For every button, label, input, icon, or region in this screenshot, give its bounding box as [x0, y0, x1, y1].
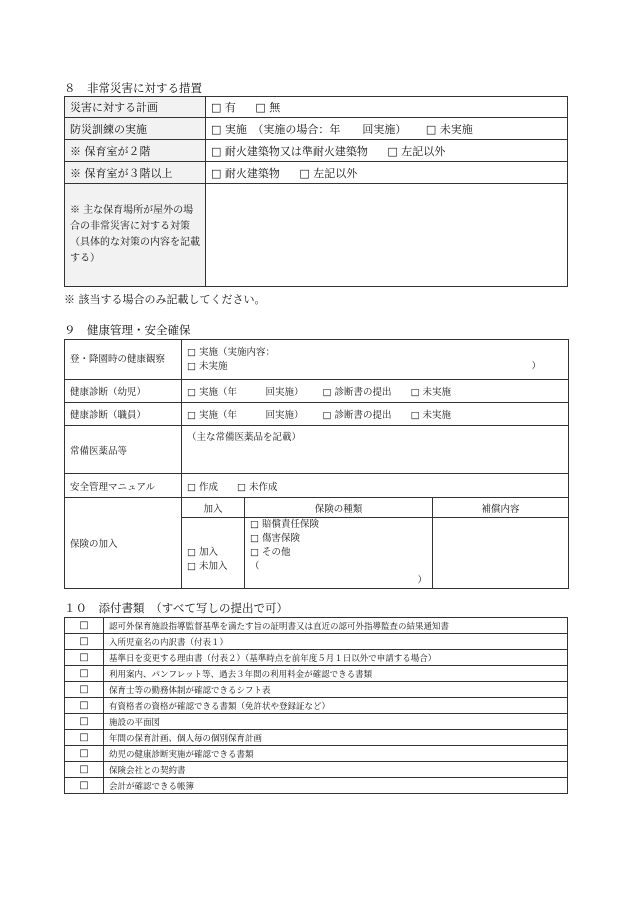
attendance-label: 登・降園時の健康観察: [65, 340, 182, 380]
manual-label: 安全管理マニュアル: [65, 474, 182, 498]
attachment-label: 年間の保育計画、個人毎の個別保育計画: [104, 730, 568, 746]
attachment-row: [65, 746, 568, 762]
plan-options: [206, 97, 568, 118]
ins-coverage-header: 補償内容: [433, 498, 569, 518]
ins-type-options: [245, 518, 433, 589]
attendance-not-done-checkbox[interactable]: □ 未実施: [187, 360, 228, 372]
ins-other-close-paren: ）: [417, 575, 427, 586]
drill-label: 防災訓練の実施: [65, 118, 206, 140]
drill-not-done-checkbox[interactable]: □ 未実施: [425, 122, 473, 136]
floor3-fireproof-checkbox[interactable]: □ 耐火建築物: [211, 166, 280, 180]
medicine-field[interactable]: [182, 426, 569, 474]
attachment-checkbox[interactable]: □: [65, 714, 104, 730]
floor2-options: [206, 140, 568, 162]
insurance-label: 保険の加入: [65, 498, 182, 589]
attachment-checkbox[interactable]: □: [65, 698, 104, 714]
plan-no-checkbox[interactable]: □ 無: [255, 101, 281, 114]
section-10-title: １０ 添付書類 （すべて写しの提出で可）: [64, 601, 289, 615]
manual-not-created-checkbox[interactable]: □ 未作成: [237, 481, 278, 493]
child-exam-certificate-checkbox[interactable]: □ 診断書の提出: [322, 387, 392, 398]
child-exam-label: 健康診断（幼児）: [65, 380, 182, 403]
attachment-checkbox[interactable]: □: [65, 634, 104, 650]
ins-accident-checkbox[interactable]: □ 傷害保険: [250, 533, 300, 544]
attachment-checkbox[interactable]: □: [65, 730, 104, 746]
attachments-table: [64, 617, 568, 794]
drill-options: [206, 118, 568, 140]
attachment-label: 認可外保育施設指導監督基準を満たす旨の証明書又は直近の認可外指導監査の結果通知書: [104, 618, 568, 634]
attachment-row: [65, 634, 568, 650]
staff-exam-not-done-checkbox[interactable]: □ 未実施: [410, 410, 452, 421]
drill-done-checkbox[interactable]: □ 実施 （実施の場合：年 回実施）: [211, 122, 407, 136]
ins-join-options: [182, 518, 245, 589]
staff-exam-done-checkbox[interactable]: □ 実施（年 回実施）: [187, 410, 304, 421]
attachment-row: [65, 618, 568, 634]
attendance-done-checkbox[interactable]: □ 実施（実施内容：: [187, 346, 275, 358]
attendance-options: [182, 340, 569, 380]
ins-other-checkbox[interactable]: □ その他: [250, 547, 291, 558]
attachment-label: 基準日を変更する理由書（付表２）（基準時点を前年度５月１日以外で申請する場合）: [104, 650, 568, 666]
ins-liability-checkbox[interactable]: □ 賠償責任保険: [250, 519, 319, 530]
attachment-label: 利用案内、パンフレット等、過去３年間の利用料金が確認できる書類: [104, 666, 568, 682]
attachment-checkbox[interactable]: □: [65, 778, 104, 794]
medicine-label: 常備医薬品等: [65, 426, 182, 474]
medicine-note: （主な常備医薬品を記載）: [187, 432, 302, 443]
ins-not-joined-checkbox[interactable]: □ 未加入: [187, 561, 228, 572]
attachment-label: 施設の平面図: [104, 714, 568, 730]
attachment-label: 入所児童名の内訳書（付表１）: [104, 634, 568, 650]
attachment-label: 会計が確認できる帳簿: [104, 778, 568, 794]
ins-coverage-field[interactable]: [433, 518, 569, 589]
attachment-row: [65, 730, 568, 746]
floor3-options: [206, 162, 568, 184]
staff-exam-label: 健康診断（職員）: [65, 403, 182, 426]
floor3-label: ※ 保育室が３階以上: [65, 162, 206, 184]
attachment-row: [65, 778, 568, 794]
plan-yes-checkbox[interactable]: □ 有: [211, 101, 236, 114]
attachment-checkbox[interactable]: □: [65, 618, 104, 634]
attachment-checkbox[interactable]: □: [65, 682, 104, 698]
attachment-row: [65, 714, 568, 730]
attachment-row: [65, 666, 568, 682]
child-exam-not-done-checkbox[interactable]: □ 未実施: [410, 387, 452, 398]
floor2-fireproof-checkbox[interactable]: □ 耐火建築物又は準耐火建築物: [211, 144, 368, 158]
ins-other-open-paren: （: [250, 561, 260, 572]
manual-options: [182, 474, 569, 498]
floor3-other-checkbox[interactable]: □ 左記以外: [299, 166, 358, 180]
attachment-checkbox[interactable]: □: [65, 746, 104, 762]
ins-type-header: 保険の種類: [245, 498, 433, 518]
outdoor-label: ※ 主な保育場所が屋外の場合の非常災害に対する対策（具体的な対策の内容を記載する）: [65, 184, 206, 287]
manual-created-checkbox[interactable]: □ 作成: [187, 481, 218, 493]
attachment-checkbox[interactable]: □: [65, 650, 104, 666]
section-8-footnote: ※ 該当する場合のみ記載してください。: [64, 293, 266, 306]
outdoor-measures-field[interactable]: [206, 184, 568, 287]
section-8-title: ８ 非常災害に対する措置: [64, 81, 202, 95]
attachment-label: 保育士等の勤務体制が確認できるシフト表: [104, 682, 568, 698]
attachment-row: [65, 682, 568, 698]
ins-join-header: 加入: [182, 498, 245, 518]
attachment-row: [65, 698, 568, 714]
child-exam-options: [182, 380, 569, 403]
staff-exam-options: [182, 403, 569, 426]
section-9-title: ９ 健康管理・安全確保: [64, 323, 191, 337]
attachment-label: 幼児の健康診断実施が確認できる書類: [104, 746, 568, 762]
staff-exam-certificate-checkbox[interactable]: □ 診断書の提出: [322, 410, 392, 421]
attendance-close-paren: ）: [531, 360, 541, 372]
attachment-checkbox[interactable]: □: [65, 762, 104, 778]
attachment-row: [65, 762, 568, 778]
disaster-table: [64, 96, 568, 287]
attachment-checkbox[interactable]: □: [65, 666, 104, 682]
plan-label: 災害に対する計画: [65, 97, 206, 118]
floor2-other-checkbox[interactable]: □ 左記以外: [387, 144, 446, 158]
attachment-label: 保険会社との契約書: [104, 762, 568, 778]
health-safety-table: [64, 339, 569, 589]
ins-joined-checkbox[interactable]: □ 加入: [187, 547, 218, 558]
child-exam-done-checkbox[interactable]: □ 実施（年 回実施）: [187, 387, 304, 398]
floor2-label: ※ 保育室が２階: [65, 140, 206, 162]
attachment-label: 有資格者の資格が確認できる書類（免許状や登録証など）: [104, 698, 568, 714]
attachment-row: [65, 650, 568, 666]
